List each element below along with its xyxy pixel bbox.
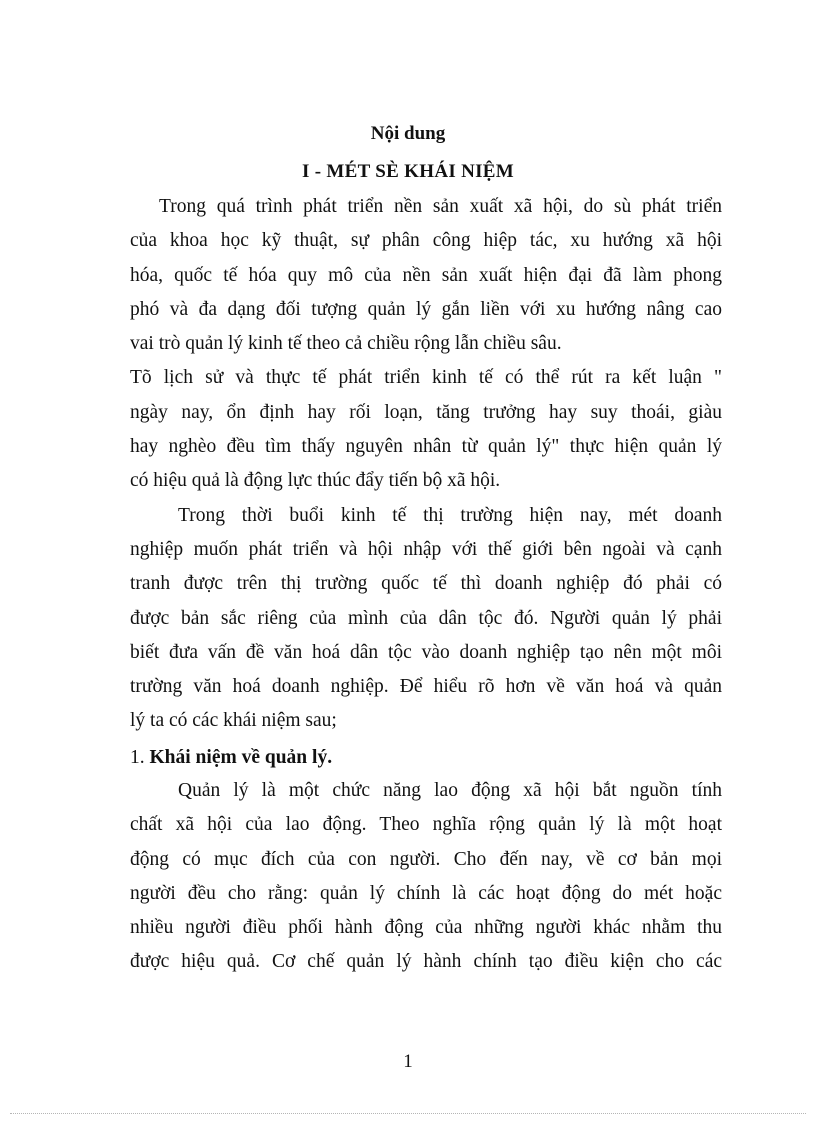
page-number: 1 (403, 1051, 413, 1072)
subsection-number: 1. (130, 747, 145, 768)
subsection-title: Khái niệm về quản lý. (149, 747, 333, 768)
subsection-heading (130, 741, 332, 775)
paragraph-3-line-4: được bản sắc riêng của mình của dân tộc đó. Người quản lý phải (130, 607, 722, 629)
paragraph-4-line-4: người đều cho rằng: quản lý chính là các hoạt động do mét hoặc (130, 882, 722, 904)
paragraph-2-line-1: Tõ lịch sử và thực tế phát triển kinh tế có thể rút ra kết luận " (130, 367, 722, 389)
paragraph-2-line-2: ngày nay, ổn định hay rối loạn, tăng trưởng hay suy thoái, giàu (130, 401, 722, 423)
paragraph-1-line-3: hóa, quốc tế hóa quy mô của nền sản xuất hiện đại đã làm phong (130, 264, 722, 286)
paragraph-3-line-1: Trong thời buổi kinh tế thị trường hiện nay, mét doanh (178, 504, 722, 526)
paragraph-4-line-3: động có mục đích của con người. Cho đến nay, về cơ bản mọi (130, 848, 722, 870)
paragraph-3-line-6: trường văn hoá doanh nghiệp. Để hiểu rõ hơn về văn hoá và quản (130, 676, 722, 698)
paragraph-1-line-4: phó và đa dạng đối tượng quản lý gắn liền với xu hướng nâng cao (130, 298, 722, 320)
paragraph-4-line-6: được hiệu quả. Cơ chế quản lý hành chính tạo điều kiện cho các (130, 951, 722, 973)
paragraph-4-line-2: chất xã hội của lao động. Theo nghĩa rộng quản lý là một hoạt (130, 814, 722, 836)
paragraph-4-line-5: nhiều người điều phối hành động của những người khác nhằm thu (130, 917, 722, 939)
paragraph-3-line-2: nghiệp muốn phát triển và hội nhập với thế giới bên ngoài và cạnh (130, 538, 722, 560)
body-text-upper (130, 190, 722, 739)
paragraph-3-line-3: tranh được trên thị trường quốc tế thì doanh nghiệp đó phải có (130, 573, 722, 595)
section-title: I - MÉT SÈ KHÁI NIỆM (301, 161, 515, 182)
paragraph-1-line-1: Trong quá trình phát triển nền sản xuất xã hội, do sù phát triển (159, 196, 722, 217)
paragraph-2-line-3: hay nghèo đều tìm thấy nguyên nhân từ quản lý" thực hiện quản lý (130, 436, 722, 458)
paragraph-1-line-2: của khoa học kỹ thuật, sự phân công hiệp tác, xu hướng xã hội (130, 230, 722, 252)
paragraph-3-line-5: biết đưa vấn đề văn hoá dân tộc vào doanh nghiệp tạo nên một môi (130, 641, 722, 663)
body-text-lower (130, 774, 722, 980)
paragraph-1-line-5: vai trò quản lý kinh tế theo cả chiều rộng lẫn chiều sâu. (130, 333, 562, 355)
paragraph-2-line-4: có hiệu quả là động lực thúc đẩy tiến bộ xã hội. (130, 470, 501, 492)
paragraph-3-line-7: lý ta có các khái niệm sau; (130, 710, 337, 732)
paragraph-4-line-1: Quản lý là một chức năng lao động xã hội bắt nguồn tính (178, 780, 722, 801)
page-bottom-divider (10, 1113, 806, 1114)
page-title: Nội dung (370, 123, 446, 144)
